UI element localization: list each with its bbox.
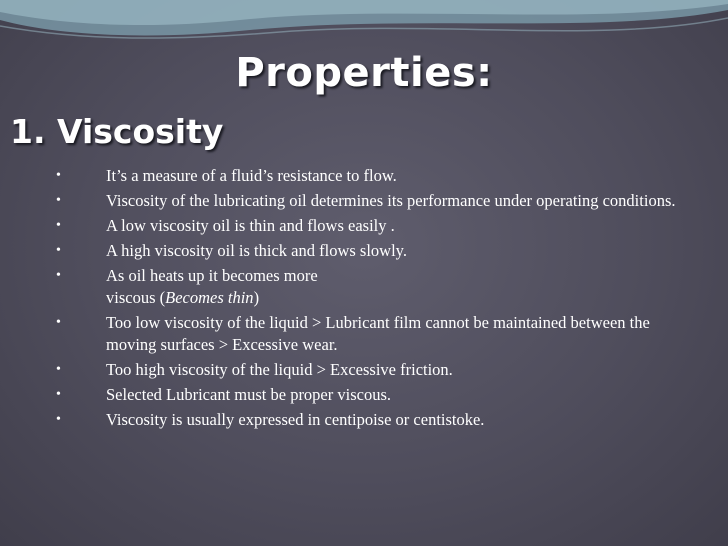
bullet-text: Viscosity of the lubricating oil determines its performance under operating conditions. [106, 191, 676, 210]
bullet-icon: • [56, 193, 61, 208]
list-item [52, 215, 692, 237]
bullet-icon: • [56, 243, 61, 258]
bullet-text: As oil heats up it becomes more [106, 266, 318, 285]
bullet-icon: • [56, 412, 61, 427]
bullet-icon: • [56, 268, 61, 283]
bullet-text: A low viscosity oil is thin and flows easily . [106, 216, 395, 235]
bullet-icon: • [56, 362, 61, 377]
list-item [52, 409, 692, 431]
bullet-text: Viscosity is usually expressed in centipoise or centistoke. [106, 410, 485, 429]
bullet-icon: • [56, 387, 61, 402]
list-item [52, 240, 692, 262]
bullet-italic-text: Becomes thin [165, 288, 254, 307]
bullet-text: Too low viscosity of the liquid > Lubricant film cannot be maintained between the moving surfaces > Excessive wear. [106, 313, 650, 354]
bullet-text: Selected Lubricant must be proper viscous. [106, 385, 392, 404]
bullet-icon: • [56, 168, 61, 183]
bullet-list [52, 165, 692, 434]
list-item [52, 312, 692, 356]
bullet-text: It’s a measure of a fluid’s resistance to flow. [106, 166, 397, 185]
list-item [52, 265, 692, 309]
bullet-icon: • [56, 218, 61, 233]
slide-title: Properties: [235, 50, 493, 96]
list-item [52, 384, 692, 406]
list-item [52, 165, 692, 187]
bullet-text-close: ) [253, 288, 260, 307]
list-item [52, 359, 692, 381]
bullet-text: A high viscosity oil is thick and flows slowly. [106, 241, 407, 260]
bullet-text-line2: viscous ( [106, 288, 166, 307]
section-heading: 1. Viscosity [10, 112, 224, 151]
bullet-icon: • [56, 315, 61, 330]
list-item [52, 190, 692, 212]
bullet-text: Too high viscosity of the liquid > Excessive friction. [106, 360, 453, 379]
